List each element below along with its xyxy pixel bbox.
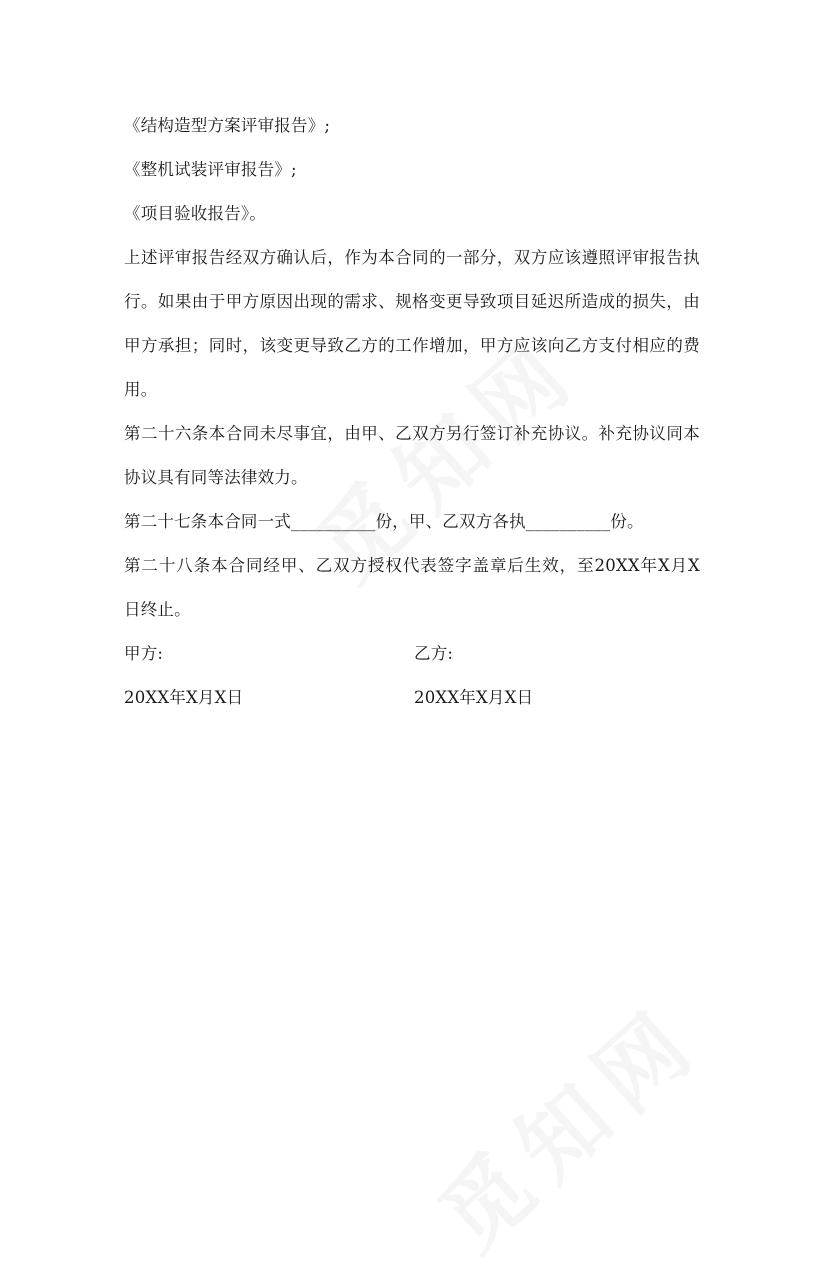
review-report-item: 《项目验收报告》。 [124,204,267,223]
paragraph-line: 上述评审报告经双方确认后，作为本合同的一部分，双方应该遵照评审报告执 [124,248,700,267]
paragraph-line: 行。如果由于甲方原因出现的需求、规格变更导致项目延迟所造成的损失，由 [124,292,700,311]
party-a-label: 甲方: [124,644,164,663]
party-a-date: 20XX年X月X日 [124,688,244,707]
party-b-date: 20XX年X月X日 [414,688,534,707]
review-report-item: 《结构造型方案评审报告》; [124,116,331,135]
review-report-item: 《整机试装评审报告》; [124,160,297,179]
clause-27-line: 第二十七条本合同一式__________份，甲、乙双方各执__________份。 [124,512,644,531]
clause-28-line: 日终止。 [124,600,191,619]
paragraph-line: 用。 [124,380,158,399]
clause-26-line: 协议具有同等法律效力。 [124,468,308,487]
watermark [408,972,724,1274]
paragraph-line: 甲方承担；同时，该变更导致乙方的工作增加，甲方应该向乙方支付相应的费 [124,336,700,355]
clause-26-line: 第二十六条本合同未尽事宜，由甲、乙双方另行签订补充协议。补充协议同本 [124,424,700,443]
clause-28-line: 第二十八条本合同经甲、乙双方授权代表签字盖章后生效，至20XX年X月X [124,556,700,575]
party-b-label: 乙方: [414,644,454,663]
